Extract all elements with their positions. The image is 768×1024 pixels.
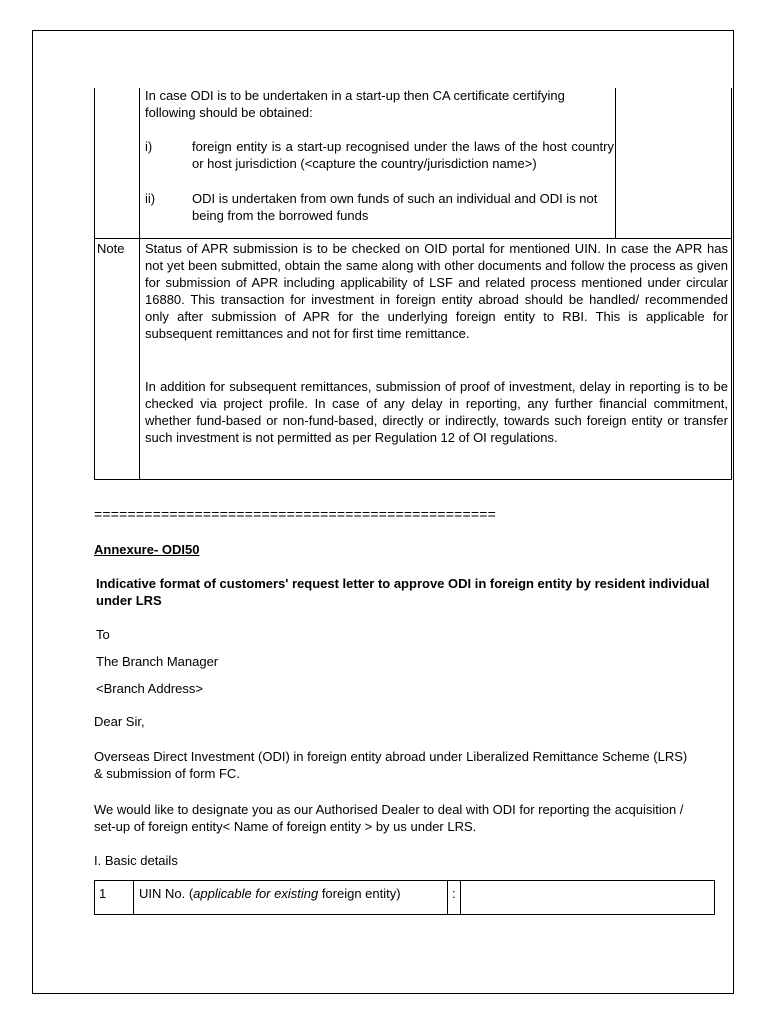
- annexure-title: Annexure- ODI50: [94, 542, 200, 557]
- letter-subject: Overseas Direct Investment (ODI) in foreign entity abroad under Liberalized Remittance Scheme (LRS) & submission of form FC.: [94, 749, 688, 781]
- letter-body: We would like to designate you as our Authorised Dealer to deal with ODI for reporting the acquisition / set-up of foreign entity< Name of foreign entity > by us under LRS.: [94, 802, 684, 834]
- list-item-number: ii): [145, 191, 156, 206]
- letter-recipient: The Branch Manager: [96, 654, 219, 669]
- row-number: 1: [99, 886, 107, 901]
- letter-salutation: Dear Sir,: [94, 714, 145, 729]
- table-label-col-border: [139, 88, 140, 480]
- uin-value-cell[interactable]: [461, 881, 714, 914]
- section-title: I. Basic details: [94, 853, 178, 868]
- uin-label-italic: applicable for existing: [193, 886, 319, 901]
- colon-cell: [447, 881, 461, 914]
- table-inner-right-border: [615, 88, 616, 238]
- table-bottom-border: [94, 479, 732, 480]
- uin-label-prefix: UIN No. (: [139, 886, 194, 901]
- table-row-divider: [94, 238, 732, 239]
- uin-label-suffix: foreign entity): [318, 886, 401, 901]
- list-item-text: ODI is undertaken from own funds of such an individual and ODI is not being from the borrowed funds: [192, 191, 598, 223]
- letter-address-placeholder: <Branch Address>: [96, 681, 203, 696]
- uin-label: [139, 885, 401, 902]
- annexure-heading: Indicative format of customers' request letter to approve ODI in foreign entity by resident individual under LRS: [96, 576, 710, 608]
- table-right-border: [731, 88, 732, 480]
- separator-line: ================================================: [94, 506, 497, 522]
- basic-details-table: [94, 880, 715, 915]
- table-left-border: [94, 88, 95, 480]
- note-paragraph-2: In addition for subsequent remittances, submission of proof of investment, delay in reporting is to be checked via project profile. In case of any delay in reporting, any further financial commitment, whether fund-based or non-fund-based, directly or indirectly, towards such foreign entity or transfer such investment is not permitted as per Regulation 12 of OI regulations.: [145, 379, 728, 445]
- colon: :: [452, 886, 456, 901]
- list-item-text: foreign entity is a start-up recognised under the laws of the host country or host jurisdiction (<capture the country/jurisdiction name>): [192, 139, 614, 171]
- note-label: Note: [97, 241, 125, 256]
- list-item-number: i): [145, 139, 153, 154]
- note-paragraph-1: Status of APR submission is to be checked on OID portal for mentioned UIN. In case the APR has not yet been submitted, obtain the same along with other documents and follow the process as given for submission of APR including applicability of LSF and related process mentioned under circular 16880. This transaction for investment in foreign entity abroad should be handled/ recommended only after submission of APR for the underlying foreign entity to RBI. This is applicable for subsequent remittances and not for first time remittance.: [145, 241, 728, 341]
- startup-intro-text: In case ODI is to be undertaken in a start-up then CA certificate certifying following should be obtained:: [145, 88, 565, 120]
- letter-to: To: [96, 627, 110, 642]
